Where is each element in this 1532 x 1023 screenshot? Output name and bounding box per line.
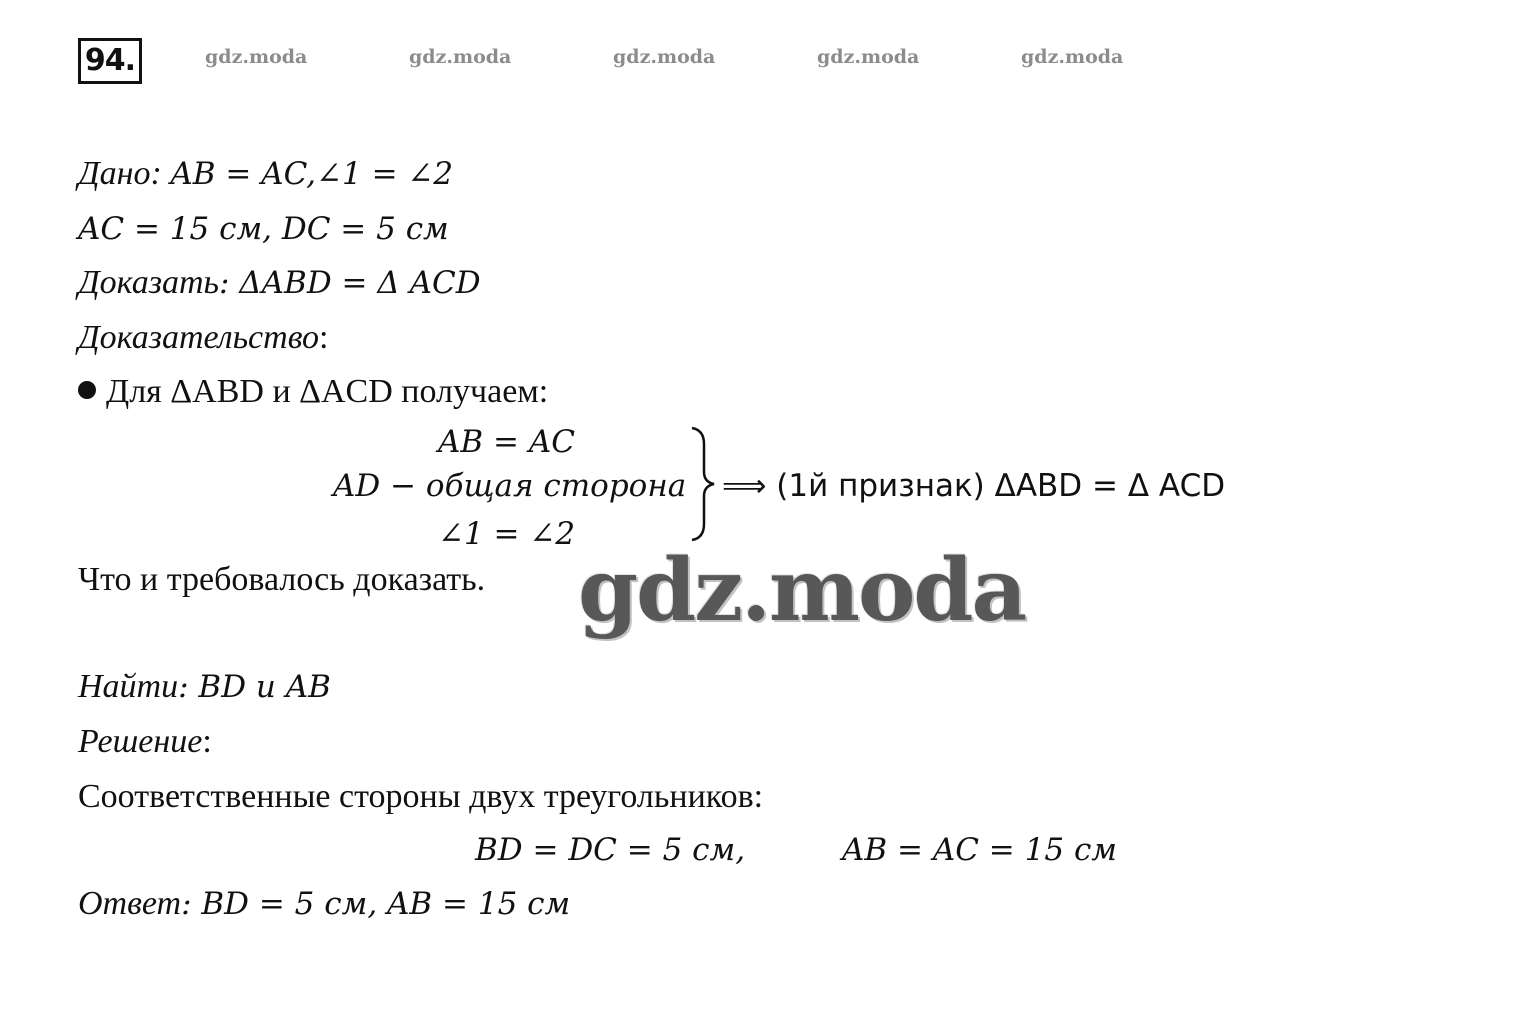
proof-intro-line [78,372,548,412]
system-line-1 [438,422,575,462]
proof-heading [78,318,328,358]
answer-label: Ответ [78,885,182,922]
watermark-small: gdz.moda [409,46,512,68]
solution-equation-2 [842,830,1117,870]
watermark-large: gdz.moda [578,540,1026,641]
prove-statement: : ΔABD = Δ ACD [218,265,481,301]
answer-line [78,884,570,924]
problem-number: 94. [78,38,142,84]
find-label: Найти [78,668,179,705]
proof-end: Что и требовалось доказать. [78,561,486,598]
proof-intro: Для ΔABD и ΔACD получаем: [106,373,549,410]
system-line-3 [438,514,575,554]
system-conclusion [722,466,1225,506]
system-equation: ∠1 = ∠2 [438,516,576,552]
given-equation-2: AC = 15 см, DC = 5 см [78,211,449,247]
find-statement: : BD и AB [178,669,331,705]
watermark-small: gdz.moda [613,46,716,68]
conclusion-text: ⟹ (1й признак) ΔABD = Δ ACD [722,468,1226,504]
solution-label: Решение [78,723,203,760]
watermark-small: gdz.moda [817,46,920,68]
given-line-1 [78,154,453,194]
system-equation: AB = AC [438,424,575,460]
solution-equation-1 [475,830,745,870]
prove-line [78,263,481,303]
solution-heading [78,722,212,762]
solution-colon: : [202,723,212,760]
watermark-small: gdz.moda [205,46,308,68]
given-equation-1: AB = AC,∠1 = ∠2 [170,156,454,192]
find-line [78,667,331,707]
answer-statement: : BD = 5 см, AB = 15 см [181,886,571,922]
system-equation: AD − общая сторона [333,468,687,504]
proof-label: Доказательство [78,319,320,356]
system-line-2 [333,466,686,506]
prove-label: Доказать [78,264,219,301]
solution-text: Соответственные стороны двух треугольников: [78,778,764,815]
right-brace-icon [688,426,718,542]
proof-colon: : [319,319,329,356]
watermark-small: gdz.moda [1021,46,1124,68]
equation-text: AB = AC = 15 см [842,832,1118,868]
bullet-icon [78,381,96,399]
given-line-2 [78,209,449,249]
given-label: Дано: [78,155,162,192]
equation-text: BD = DC = 5 см, [475,832,746,868]
